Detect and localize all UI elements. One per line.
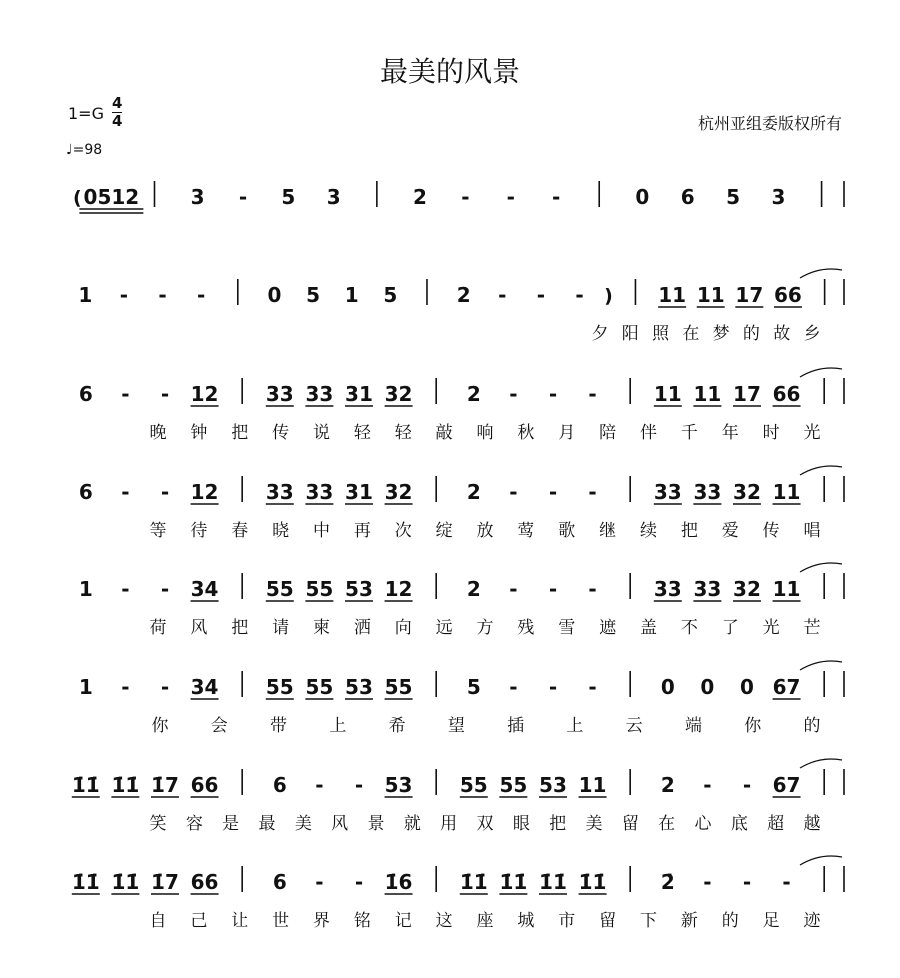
lyric-char: 美: [585, 814, 603, 834]
dash-sustain: -: [703, 773, 712, 797]
note-group: 12: [384, 577, 413, 601]
lyric-char: 盖: [640, 618, 657, 638]
note-group: 32: [384, 382, 413, 406]
note-group: 33: [305, 382, 334, 406]
note-group: 0512: [83, 185, 140, 209]
lyric-char: 在: [658, 814, 676, 834]
lyric-char: 界: [313, 911, 330, 931]
lyric-char: 传: [272, 423, 290, 443]
lyric-char: 容: [185, 814, 203, 834]
lyric-char: 方: [476, 618, 494, 638]
lyric-char: 敲: [435, 423, 453, 443]
lyric-char: 美: [294, 814, 312, 834]
note-group: 66: [190, 773, 219, 797]
lyric-char: 不: [680, 618, 698, 638]
note-group: 2: [413, 185, 427, 209]
note-group: 11: [578, 773, 607, 797]
dash-sustain: -: [509, 382, 518, 406]
note-group: 5: [306, 283, 321, 307]
note-group: 3: [190, 185, 205, 209]
lyric-char: 的: [742, 324, 760, 344]
note-group: 3: [771, 185, 786, 209]
note-group: 11: [772, 577, 801, 601]
lyric-char: 插: [507, 716, 525, 736]
lyric-char: 景: [367, 814, 385, 834]
lyric-char: 把: [231, 618, 249, 638]
slur-arc: [800, 856, 842, 865]
dash-sustain: -: [119, 283, 129, 307]
dash-sustain: -: [782, 870, 791, 894]
dash-sustain: -: [354, 870, 364, 894]
slur-arc: [800, 759, 842, 768]
lyric-char: 笑: [149, 814, 167, 834]
lyric-char: 的: [721, 911, 739, 931]
lyric-char: 待: [190, 521, 208, 541]
lyric-char: 荷: [149, 618, 167, 638]
song-title: 最美的风景: [379, 55, 520, 88]
lyric-char: 洒: [353, 618, 371, 638]
lyric-char: 越: [803, 814, 821, 834]
dash-sustain: -: [742, 773, 752, 797]
lyric-char: 把: [549, 814, 567, 834]
note-group: 11: [658, 283, 687, 307]
dash-sustain: -: [548, 480, 558, 504]
note-group: 33: [693, 577, 722, 601]
dash-sustain: -: [506, 185, 515, 209]
slur-arc: [800, 563, 842, 572]
dash-sustain: -: [509, 480, 518, 504]
lyric-char: 是: [222, 814, 240, 834]
dash-sustain: -: [536, 283, 546, 307]
note-group: 53: [345, 675, 373, 699]
lyric-char: 轻: [353, 423, 371, 443]
lyric-char: 继: [599, 521, 617, 541]
lyric-char: 芒: [803, 618, 821, 638]
note-group: 2̇: [660, 870, 675, 894]
note-group: 55: [499, 773, 528, 797]
note-group: 34: [190, 675, 219, 699]
lyric-char: 光: [762, 618, 780, 638]
lyric-char: 等: [149, 521, 167, 541]
lyric-char: 中: [313, 521, 330, 541]
paren-mark: (: [73, 187, 82, 209]
slur-arc: [800, 269, 842, 278]
lyric-char: 莺: [517, 521, 535, 541]
dash-sustain: -: [588, 675, 597, 699]
note-group: 11: [696, 283, 725, 307]
lyric-char: 伴: [640, 423, 657, 443]
lyric-char: 让: [231, 911, 249, 931]
note-group: 1̇6: [384, 870, 413, 894]
note-group: 11: [772, 480, 801, 504]
lyric-char: 时: [762, 423, 780, 443]
note-group: 1: [78, 283, 93, 307]
note-group: 55: [265, 577, 294, 601]
note-group: 55: [305, 675, 334, 699]
dash-sustain: -: [160, 675, 170, 699]
slur-arc: [800, 466, 842, 475]
lyric-char: 雪: [558, 618, 576, 638]
note-group: 5: [726, 185, 741, 209]
dash-sustain: -: [160, 577, 170, 601]
note-group: 67: [772, 773, 801, 797]
lyric-char: 千: [680, 423, 698, 443]
note-group: 55: [384, 675, 413, 699]
lyric-char: 陪: [599, 423, 617, 443]
note-group: 1̇7: [151, 773, 179, 797]
lyric-char: 留: [599, 911, 617, 931]
lyric-char: 次: [394, 521, 412, 541]
lyric-char: 响: [476, 423, 494, 443]
lyric-char: 爱: [721, 521, 739, 541]
lyric-char: 在: [682, 324, 700, 344]
lyric-char: 会: [210, 716, 228, 736]
note-group: 12: [190, 382, 219, 406]
slur-arc: [800, 661, 842, 670]
note-group: 0: [267, 283, 282, 307]
lyric-char: 最: [258, 814, 276, 834]
note-group: 11: [693, 382, 722, 406]
dash-sustain: -: [315, 870, 324, 894]
lyric-char: 迹: [803, 911, 821, 931]
dash-sustain: -: [509, 675, 518, 699]
note-group: 6: [272, 870, 287, 894]
lyric-char: 梦: [712, 324, 730, 344]
note-group: 31: [345, 382, 373, 406]
lyric-char: 眼: [512, 814, 530, 834]
lyric-char: 记: [394, 911, 412, 931]
dash-sustain: -: [548, 577, 558, 601]
note-group: 0: [635, 185, 650, 209]
lyric-char: 春: [231, 521, 249, 541]
note-group: 6: [680, 185, 695, 209]
lyric-char: 了: [721, 618, 739, 638]
lyric-char: 就: [403, 814, 421, 834]
note-group: 0: [660, 675, 675, 699]
lyric-char: 阳: [621, 324, 639, 344]
dash-sustain: -: [158, 283, 167, 307]
lyric-char: 带: [270, 716, 288, 736]
note-group: 34: [190, 577, 219, 601]
lyric-char: 风: [190, 618, 208, 638]
note-group: 33: [265, 480, 294, 504]
lyric-char: 遮: [599, 618, 617, 638]
dash-sustain: -: [498, 283, 507, 307]
note-group: 1: [344, 283, 359, 307]
note-group: 1: [78, 577, 93, 601]
dash-sustain: -: [588, 577, 597, 601]
dash-sustain: -: [315, 773, 324, 797]
lyric-char: 足: [762, 911, 780, 931]
time-numerator: 4: [112, 94, 123, 112]
lyric-char: 自: [149, 911, 167, 931]
dash-sustain: -: [121, 382, 130, 406]
note-group: 1̇7: [151, 870, 179, 894]
lyric-char: 你: [151, 716, 169, 736]
lyric-char: 晓: [272, 521, 290, 541]
note-group: 55: [305, 577, 334, 601]
dash-sustain: -: [121, 480, 130, 504]
note-group: 1̇1̇: [578, 870, 607, 894]
dash-sustain: -: [575, 283, 584, 307]
time-denominator: 4: [112, 112, 123, 130]
lyric-char: 用: [440, 814, 458, 834]
lyric-char: 的: [803, 716, 821, 736]
dash-sustain: -: [548, 675, 558, 699]
lyric-char: 把: [231, 423, 249, 443]
dash-sustain: -: [354, 773, 364, 797]
note-group: 32: [384, 480, 413, 504]
lyric-char: 云: [625, 716, 643, 736]
tempo-value: =98: [72, 142, 103, 158]
note-group: 66: [190, 870, 219, 894]
lyric-char: 乡: [803, 324, 821, 344]
note-group: 0: [740, 675, 754, 699]
dash-sustain: -: [588, 382, 597, 406]
note-group: 17: [735, 283, 764, 307]
lyric-char: 城: [517, 911, 535, 931]
dash-sustain: -: [703, 870, 712, 894]
dash-sustain: -: [509, 577, 518, 601]
dash-sustain: -: [548, 382, 558, 406]
note-group: 53: [384, 773, 413, 797]
lyric-char: 铭: [353, 911, 371, 931]
lyric-char: 远: [435, 618, 453, 638]
note-group: 33: [265, 382, 294, 406]
lyric-char: 市: [558, 911, 576, 931]
note-group: 5: [383, 283, 398, 307]
note-group: 6: [272, 773, 287, 797]
note-group: 11: [653, 382, 682, 406]
lyric-char: 唱: [803, 521, 821, 541]
lyric-char: 把: [680, 521, 698, 541]
key-signature: 1=G: [68, 104, 104, 123]
lyric-char: 月: [558, 423, 576, 443]
lyric-char: 轻: [394, 423, 412, 443]
dash-sustain: -: [160, 382, 170, 406]
note-group: 1̇1̇: [71, 773, 100, 797]
lyric-char: 歌: [558, 521, 576, 541]
lyric-char: 晚: [149, 423, 167, 443]
lyric-char: 钟: [190, 423, 208, 443]
lyric-char: 风: [331, 814, 349, 834]
note-group: 31: [345, 480, 373, 504]
note-group: 1̇1̇: [539, 870, 567, 894]
note-group: 2: [466, 577, 481, 601]
lyric-char: 上: [566, 716, 584, 736]
note-group: 1: [78, 675, 93, 699]
note-group: 32: [733, 480, 761, 504]
lyric-char: 照: [652, 324, 670, 344]
lyric-char: 放: [476, 521, 494, 541]
note-group: 33: [653, 480, 682, 504]
lyric-char: 上: [329, 716, 347, 736]
note-group: 33: [653, 577, 682, 601]
lyric-char: 世: [272, 911, 290, 931]
lyric-char: 再: [353, 521, 371, 541]
dash-sustain: -: [121, 675, 130, 699]
lyric-char: 绽: [435, 521, 453, 541]
dash-sustain: -: [742, 870, 752, 894]
lyric-char: 向: [394, 618, 412, 638]
copyright-notice: 杭州亚组委版权所有: [697, 114, 842, 133]
lyric-char: 双: [476, 814, 494, 834]
dash-sustain: -: [588, 480, 597, 504]
lyric-char: 座: [476, 911, 494, 931]
lyric-char: 说: [313, 423, 330, 443]
note-group: 12: [190, 480, 219, 504]
note-group: 1̇1̇: [71, 870, 100, 894]
quarter-note-icon: ♩: [66, 142, 73, 158]
note-group: 1̇1̇: [499, 870, 528, 894]
lyric-char: 秋: [517, 423, 535, 443]
lyric-char: 你: [744, 716, 762, 736]
lyric-char: 年: [721, 423, 739, 443]
note-group: 0: [700, 675, 715, 699]
lyric-char: 底: [730, 814, 748, 834]
lyric-char: 心: [694, 814, 712, 834]
note-group: 33: [693, 480, 722, 504]
note-group: 67: [772, 675, 801, 699]
dash-sustain: -: [160, 480, 170, 504]
note-group: 2: [456, 283, 471, 307]
dash-sustain: -: [461, 185, 470, 209]
note-group: 2: [466, 480, 481, 504]
lyric-char: 己: [190, 911, 208, 931]
lyric-char: 新: [680, 911, 698, 931]
note-group: 1̇1̇: [111, 773, 140, 797]
lyric-char: 请: [272, 618, 290, 638]
lyric-char: 夕: [591, 324, 609, 344]
note-group: 5: [281, 185, 296, 209]
note-group: 33: [305, 480, 334, 504]
dash-sustain: -: [121, 577, 130, 601]
dash-sustain: -: [238, 185, 248, 209]
lyric-char: 光: [803, 423, 821, 443]
note-group: 5: [466, 675, 481, 699]
note-group: 1̇1̇: [111, 870, 140, 894]
note-group: 32: [733, 577, 761, 601]
note-group: 66: [772, 382, 801, 406]
lyric-char: 柬: [313, 618, 330, 638]
note-group: 53: [345, 577, 373, 601]
lyric-char: 端: [684, 716, 702, 736]
lyric-char: 续: [640, 521, 657, 541]
dash-sustain: -: [196, 283, 206, 307]
note-group: 1̇1̇: [459, 870, 488, 894]
note-group: 55: [265, 675, 294, 699]
lyric-char: 传: [762, 521, 780, 541]
note-group: 6: [78, 382, 93, 406]
note-group: 53: [539, 773, 567, 797]
lyric-char: 超: [767, 814, 785, 834]
note-group: 66: [774, 283, 802, 307]
note-group: 2: [660, 773, 675, 797]
lyric-char: 故: [773, 324, 791, 344]
lyric-char: 下: [640, 911, 657, 931]
lyric-char: 留: [621, 814, 639, 834]
note-group: 6: [78, 480, 93, 504]
note-group: 2: [466, 382, 481, 406]
paren-mark: ): [604, 285, 613, 307]
slur-arc: [800, 368, 842, 377]
note-group: 17: [733, 382, 761, 406]
lyric-char: 望: [447, 716, 465, 736]
note-group: 3: [326, 185, 341, 209]
note-group: 55: [459, 773, 488, 797]
lyric-char: 残: [517, 618, 535, 638]
dash-sustain: -: [551, 185, 561, 209]
lyric-char: 希: [388, 716, 406, 736]
lyric-char: 这: [435, 911, 453, 931]
